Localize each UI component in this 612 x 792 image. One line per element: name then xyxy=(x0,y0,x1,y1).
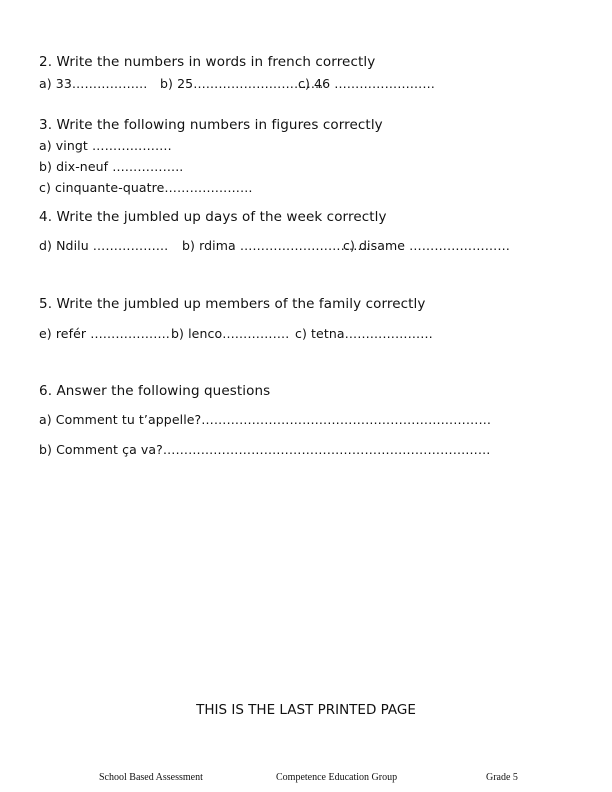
q2-item-a: a) 33……………… xyxy=(39,76,148,91)
q5-item-b: b) lenco……………. xyxy=(171,326,290,341)
q4-item-d: d) Ndilu ……………… xyxy=(39,238,169,253)
q5-item-c: c) tetna………………… xyxy=(295,326,433,341)
q3-item-b: b) dix-neuf …………….. xyxy=(39,159,184,174)
footer-right: Grade 5 xyxy=(486,772,518,783)
question-2-title: 2. Write the numbers in words in french correctly xyxy=(39,54,376,70)
q4-item-b: b) rdima …………………………. xyxy=(182,238,370,253)
question-3-title: 3. Write the following numbers in figures correctly xyxy=(39,117,383,133)
q4-item-c: c) disame …………………… xyxy=(343,238,510,253)
footer-center: Competence Education Group xyxy=(276,772,398,783)
footer-left: School Based Assessment xyxy=(99,772,203,783)
q2-item-b: b) 25…………………………. xyxy=(160,76,324,91)
question-6-title: 6. Answer the following questions xyxy=(39,383,271,399)
last-printed-page-notice: THIS IS THE LAST PRINTED PAGE xyxy=(196,702,416,718)
q5-item-e: e) refér ………………. xyxy=(39,326,170,341)
q6-item-a: a) Comment tu t’appelle?…………………………………………………………… xyxy=(39,412,492,427)
question-4-title: 4. Write the jumbled up days of the week correctly xyxy=(39,209,387,225)
q3-item-c: c) cinquante-quatre………………… xyxy=(39,180,253,195)
question-5-title: 5. Write the jumbled up members of the family correctly xyxy=(39,296,426,312)
q6-item-b: b) Comment ça va?…………………………………………………………………… xyxy=(39,442,491,457)
q2-item-c: c) 46 …………………… xyxy=(298,76,436,91)
q3-item-a: a) vingt ………………. xyxy=(39,138,172,153)
